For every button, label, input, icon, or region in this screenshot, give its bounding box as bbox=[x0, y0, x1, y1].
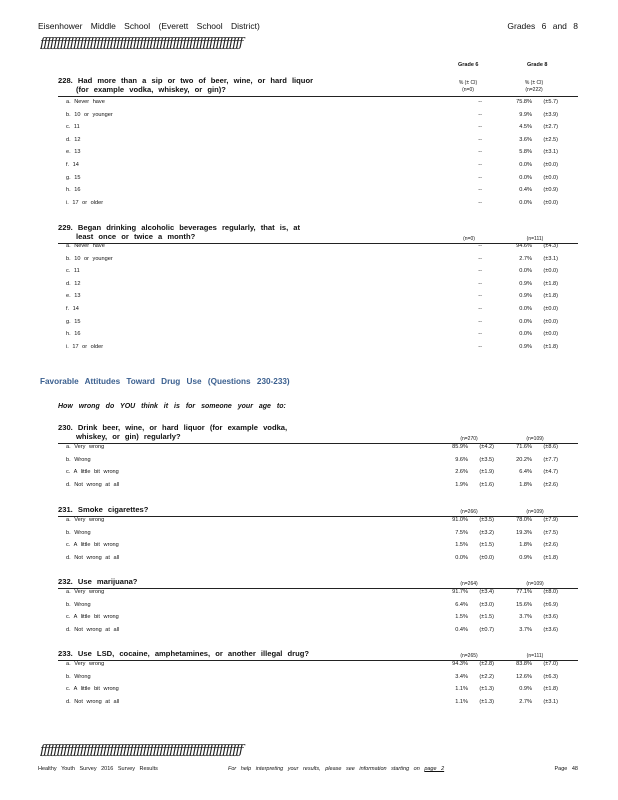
grade8-percent: 1.8% bbox=[519, 481, 532, 488]
row-label: f. 14 bbox=[66, 306, 79, 312]
footer-survey-name: Healthy Youth Survey 2016 Survey Results bbox=[38, 766, 158, 772]
grade8-ci: (±2.6) bbox=[543, 481, 558, 488]
table-row bbox=[66, 589, 566, 600]
row-label: b. Wrong bbox=[66, 673, 91, 680]
table-row bbox=[66, 306, 566, 317]
question-229-grade8-n: (n=111) bbox=[526, 236, 544, 242]
row-label: d. Not wrong at all bbox=[66, 481, 120, 488]
table-row bbox=[66, 200, 566, 211]
grade8-ci: (±0.9) bbox=[543, 187, 558, 194]
table-row bbox=[66, 661, 566, 672]
row-label: d. 12 bbox=[66, 136, 81, 143]
row-label: c. 11 bbox=[66, 268, 80, 275]
grade6-percent: -- bbox=[478, 136, 482, 143]
grade6-ci: (±1.6) bbox=[479, 481, 494, 488]
grade8-percent: 3.7% bbox=[519, 626, 532, 633]
grade6-percent: -- bbox=[478, 199, 482, 206]
grade8-percent: 0.0% bbox=[519, 174, 532, 181]
grade8-percent: 20.2% bbox=[516, 456, 532, 463]
row-label: a. Very wrong bbox=[66, 444, 105, 450]
grade6-n-label: (n=0) bbox=[462, 87, 474, 93]
footer-page-number: Page 48 bbox=[554, 766, 578, 772]
table-row bbox=[66, 319, 566, 330]
grade8-ci: (±0.0) bbox=[543, 318, 558, 325]
grade8-percent: 0.0% bbox=[519, 306, 532, 312]
question-230-line2: whiskey, or gin) regularly? bbox=[76, 431, 181, 441]
grade8-ci: (±2.5) bbox=[543, 136, 558, 143]
grade8-ci: (±2.7) bbox=[543, 124, 558, 131]
question-231-line1: 231. Smoke cigarettes? bbox=[58, 505, 149, 514]
question-230-line1: 230. Drink beer, wine, or hard liquor (for example vodka, bbox=[58, 423, 288, 432]
row-label: b. Wrong bbox=[66, 601, 91, 608]
document-header-title: Eisenhower Middle School (Everett School District) bbox=[38, 21, 260, 31]
grade8-percent: 15.6% bbox=[516, 601, 532, 608]
table-row bbox=[66, 187, 566, 198]
question-229 bbox=[58, 224, 300, 241]
grade6-percent: 2.6% bbox=[455, 469, 468, 476]
table-row bbox=[66, 331, 566, 342]
grade8-percent: 19.3% bbox=[516, 529, 532, 536]
row-label: b. 10 or younger bbox=[66, 111, 113, 118]
grade6-ci: (±2.2) bbox=[479, 673, 494, 680]
table-row bbox=[66, 457, 566, 468]
row-label: b. Wrong bbox=[66, 456, 91, 463]
grade8-ci: (±8.0) bbox=[543, 589, 558, 595]
grade6-percent: 0.0% bbox=[455, 554, 468, 561]
row-label: d. 12 bbox=[66, 280, 81, 287]
grade8-percent: 71.6% bbox=[516, 444, 532, 450]
grade8-percent: 0.4% bbox=[519, 187, 532, 194]
grade6-percent: 3.4% bbox=[455, 673, 468, 680]
grade6-percent: -- bbox=[478, 306, 482, 312]
table-row bbox=[66, 124, 566, 135]
grade8-percent: 0.9% bbox=[519, 343, 532, 350]
grade6-percent: 1.9% bbox=[455, 481, 468, 488]
grade8-percent: 1.8% bbox=[519, 542, 532, 549]
grade8-percent: 0.9% bbox=[519, 293, 532, 300]
grade8-ci: (±3.1) bbox=[543, 255, 558, 262]
grade6-percent: -- bbox=[478, 124, 482, 131]
grade8-percent: 9.9% bbox=[519, 111, 532, 118]
question-231-grade6-n: (n=266) bbox=[460, 509, 478, 515]
row-label: b. 10 or younger bbox=[66, 255, 113, 262]
row-label: c. A little bit wrong bbox=[66, 614, 119, 621]
row-label: e. 13 bbox=[66, 149, 81, 156]
grade8-pct-ci-label: % (± CI) bbox=[524, 80, 544, 86]
grade6-percent: -- bbox=[478, 174, 482, 181]
grade8-ci: (±1.8) bbox=[543, 554, 558, 561]
grade6-percent: 0.4% bbox=[455, 626, 468, 633]
question-228-divider bbox=[58, 96, 578, 97]
grade6-percent: 94.3% bbox=[452, 661, 468, 667]
table-row bbox=[66, 699, 566, 710]
row-label: c. A little bit wrong bbox=[66, 542, 119, 549]
grade8-ci: (±0.0) bbox=[543, 306, 558, 312]
row-label: c. A little bit wrong bbox=[66, 469, 119, 476]
table-row bbox=[66, 99, 566, 110]
question-232-line1: 232. Use marijuana? bbox=[58, 577, 138, 586]
grade6-ci: (±3.4) bbox=[479, 589, 494, 595]
table-row bbox=[66, 530, 566, 541]
table-row bbox=[66, 175, 566, 186]
grade6-ci: (±1.5) bbox=[479, 614, 494, 621]
grade6-percent: 9.6% bbox=[455, 456, 468, 463]
grade6-ci: (±3.2) bbox=[479, 529, 494, 536]
document-header-grades: Grades 6 and 8 bbox=[507, 21, 578, 31]
grade8-ci: (±8.6) bbox=[543, 444, 558, 450]
question-231 bbox=[58, 506, 148, 515]
table-row bbox=[66, 444, 566, 455]
grade8-ci: (±7.9) bbox=[543, 517, 558, 523]
footer-page-link[interactable]: page 2 bbox=[424, 766, 445, 772]
table-row bbox=[66, 482, 566, 493]
grade6-percent: 7.5% bbox=[455, 529, 468, 536]
grade8-percent: 0.9% bbox=[519, 280, 532, 287]
row-label: b. Wrong bbox=[66, 529, 91, 536]
table-row bbox=[66, 256, 566, 267]
grade8-percent: 0.9% bbox=[519, 554, 532, 561]
grade8-ci: (±0.0) bbox=[543, 174, 558, 181]
grade8-percent: 77.1% bbox=[516, 589, 532, 595]
table-row bbox=[66, 344, 566, 355]
grade8-percent: 0.0% bbox=[519, 268, 532, 275]
grade8-ci: (±7.5) bbox=[543, 529, 558, 536]
grade8-column-header: Grade 8 bbox=[527, 62, 548, 68]
grade6-percent: -- bbox=[478, 111, 482, 118]
grade6-percent: 6.4% bbox=[455, 601, 468, 608]
table-row bbox=[66, 112, 566, 123]
grade6-ci: (±3.5) bbox=[479, 456, 494, 463]
grade6-percent: -- bbox=[478, 318, 482, 325]
row-label: e. 13 bbox=[66, 293, 81, 300]
table-row bbox=[66, 281, 566, 292]
question-229-grade6-n: (n=0) bbox=[463, 236, 475, 242]
grade8-percent: 78.0% bbox=[516, 517, 532, 523]
grade8-ci: (±7.7) bbox=[543, 456, 558, 463]
question-230-grade8-n: (n=109) bbox=[526, 436, 544, 442]
grade8-percent: 3.7% bbox=[519, 614, 532, 621]
grade8-ci: (±3.9) bbox=[543, 111, 558, 118]
grade6-ci: (±2.8) bbox=[479, 661, 494, 667]
grade6-percent: -- bbox=[478, 280, 482, 287]
grade8-percent: 3.6% bbox=[519, 136, 532, 143]
question-233 bbox=[58, 650, 309, 659]
grade8-ci: (±6.9) bbox=[543, 601, 558, 608]
grade8-ci: (±5.7) bbox=[543, 99, 558, 105]
table-row bbox=[66, 469, 566, 480]
footer-help-text bbox=[228, 766, 444, 772]
row-label: a. Very wrong bbox=[66, 589, 105, 595]
grade6-column-header: Grade 6 bbox=[458, 62, 479, 68]
question-230 bbox=[58, 424, 287, 441]
table-row bbox=[66, 137, 566, 148]
grade6-percent: -- bbox=[478, 162, 482, 168]
row-label: d. Not wrong at all bbox=[66, 554, 120, 561]
grade8-percent: 0.0% bbox=[519, 318, 532, 325]
grade6-ci: (±1.5) bbox=[479, 542, 494, 549]
table-row bbox=[66, 542, 566, 553]
table-row bbox=[66, 674, 566, 685]
grade6-pct-ci-label: % (± CI) bbox=[458, 80, 478, 86]
grade8-ci: (±0.0) bbox=[543, 199, 558, 206]
grade6-ci: (±0.0) bbox=[479, 554, 494, 561]
table-row bbox=[66, 686, 566, 697]
grade6-percent: -- bbox=[478, 255, 482, 262]
bottom-decorative-rule: ƒƒƒƒƒƒƒƒƒƒƒƒƒƒƒƒƒƒƒƒƒƒƒƒƒƒƒƒƒƒƒƒƒƒƒƒƒƒƒƒƒƒƒƒƒƒƒƒƒƒƒƒƒƒƒƒƒƒƒƒƒ bbox=[40, 743, 243, 758]
table-row bbox=[66, 243, 566, 254]
table-row bbox=[66, 517, 566, 528]
grade8-percent: 4.5% bbox=[519, 124, 532, 131]
row-label: g. 15 bbox=[66, 318, 81, 325]
grade8-ci: (±3.1) bbox=[543, 149, 558, 156]
question-233-grade8-n: (n=111) bbox=[526, 653, 544, 659]
grade6-ci: (±1.3) bbox=[479, 698, 494, 705]
table-row bbox=[66, 162, 566, 173]
grade8-percent: 5.8% bbox=[519, 149, 532, 156]
grade6-subheader bbox=[438, 80, 498, 94]
grade8-ci: (±0.0) bbox=[543, 331, 558, 338]
grade8-ci: (±0.0) bbox=[543, 162, 558, 168]
grade6-ci: (±0.7) bbox=[479, 626, 494, 633]
grade6-ci: (±3.5) bbox=[479, 517, 494, 523]
grade8-percent: 0.9% bbox=[519, 686, 532, 693]
grade8-percent: 0.0% bbox=[519, 331, 532, 338]
grade6-percent: -- bbox=[478, 343, 482, 350]
grade8-percent: 83.8% bbox=[516, 661, 532, 667]
grade6-percent: -- bbox=[478, 149, 482, 156]
grade6-percent: 1.5% bbox=[455, 542, 468, 549]
grade6-ci: (±4.2) bbox=[479, 444, 494, 450]
grade8-percent: 6.4% bbox=[519, 469, 532, 476]
row-label: f. 14 bbox=[66, 162, 79, 168]
grade8-percent: 12.6% bbox=[516, 673, 532, 680]
question-232-grade8-n: (n=109) bbox=[526, 581, 544, 587]
grade8-ci: (±4.7) bbox=[543, 469, 558, 476]
question-232-grade6-n: (n=264) bbox=[460, 581, 478, 587]
grade8-subheader bbox=[504, 80, 564, 94]
grade6-percent: -- bbox=[478, 293, 482, 300]
grade6-percent: 1.1% bbox=[455, 698, 468, 705]
grade8-percent: 0.0% bbox=[519, 199, 532, 206]
grade8-ci: (±3.1) bbox=[543, 698, 558, 705]
row-label: a. Very wrong bbox=[66, 661, 105, 667]
top-decorative-rule: ƒƒƒƒƒƒƒƒƒƒƒƒƒƒƒƒƒƒƒƒƒƒƒƒƒƒƒƒƒƒƒƒƒƒƒƒƒƒƒƒƒƒƒƒƒƒƒƒƒƒƒƒƒƒƒƒƒƒƒƒƒ bbox=[40, 36, 243, 51]
grade6-percent: -- bbox=[478, 243, 482, 249]
grade6-percent: -- bbox=[478, 268, 482, 275]
row-label: i. 17 or older bbox=[66, 199, 104, 206]
row-label: g. 15 bbox=[66, 174, 81, 181]
row-label: a. Very wrong bbox=[66, 517, 105, 523]
question-232 bbox=[58, 578, 137, 587]
row-label: d. Not wrong at all bbox=[66, 626, 120, 633]
table-row bbox=[66, 268, 566, 279]
grade8-ci: (±1.8) bbox=[543, 293, 558, 300]
grade8-ci: (±3.6) bbox=[543, 614, 558, 621]
grade8-ci: (±1.8) bbox=[543, 686, 558, 693]
grade8-ci: (±7.0) bbox=[543, 661, 558, 667]
attitude-prompt: How wrong do YOU think it is for someone your age to: bbox=[58, 403, 286, 410]
table-row bbox=[66, 293, 566, 304]
grade6-ci: (±1.3) bbox=[479, 686, 494, 693]
row-label: a. Never have bbox=[66, 243, 105, 249]
question-228-line2: (for example vodka, whiskey, or gin)? bbox=[76, 84, 226, 94]
grade6-percent: 1.5% bbox=[455, 614, 468, 621]
question-229-line2: least once or twice a month? bbox=[76, 231, 196, 241]
grade6-ci: (±1.9) bbox=[479, 469, 494, 476]
row-label: c. A little bit wrong bbox=[66, 686, 119, 693]
row-label: i. 17 or older bbox=[66, 343, 104, 350]
grade6-percent: -- bbox=[478, 331, 482, 338]
table-row bbox=[66, 555, 566, 566]
grade8-ci: (±1.8) bbox=[543, 280, 558, 287]
grade8-ci: (±4.3) bbox=[543, 243, 558, 249]
question-233-grade6-n: (n=265) bbox=[460, 653, 478, 659]
grade8-ci: (±3.6) bbox=[543, 626, 558, 633]
table-row bbox=[66, 602, 566, 613]
question-229-line1: 229. Began drinking alcoholic beverages regularly, that is, at bbox=[58, 223, 301, 232]
grade6-percent: -- bbox=[478, 187, 482, 194]
question-230-grade6-n: (n=270) bbox=[460, 436, 478, 442]
table-row bbox=[66, 627, 566, 638]
row-label: h. 16 bbox=[66, 331, 81, 338]
grade6-percent: 91.7% bbox=[452, 589, 468, 595]
grade8-ci: (±0.0) bbox=[543, 268, 558, 275]
grade6-percent: -- bbox=[478, 99, 482, 105]
grade6-percent: 85.9% bbox=[452, 444, 468, 450]
grade8-percent: 75.8% bbox=[516, 99, 532, 105]
grade6-percent: 1.1% bbox=[455, 686, 468, 693]
grade8-ci: (±2.6) bbox=[543, 542, 558, 549]
grade8-percent: 0.0% bbox=[519, 162, 532, 168]
grade8-percent: 2.7% bbox=[519, 698, 532, 705]
row-label: a. Never have bbox=[66, 99, 105, 105]
row-label: c. 11 bbox=[66, 124, 80, 131]
question-228 bbox=[58, 77, 313, 94]
footer-help-sentence: For help interpreting your results, please see information starting on bbox=[228, 766, 420, 772]
table-row bbox=[66, 149, 566, 160]
question-233-line1: 233. Use LSD, cocaine, amphetamines, or another illegal drug? bbox=[58, 649, 310, 658]
grade8-ci: (±6.3) bbox=[543, 673, 558, 680]
table-row bbox=[66, 614, 566, 625]
grade6-percent: 91.0% bbox=[452, 517, 468, 523]
question-231-grade8-n: (n=109) bbox=[526, 509, 544, 515]
question-228-line1: 228. Had more than a sip or two of beer, wine, or hard liquor bbox=[58, 76, 314, 85]
row-label: h. 16 bbox=[66, 187, 81, 194]
grade8-n-label: (n=222) bbox=[525, 87, 543, 93]
section-title: Favorable Attitudes Toward Drug Use (Questions 230-233) bbox=[40, 377, 290, 386]
grade8-percent: 94.6% bbox=[516, 243, 532, 249]
grade8-ci: (±1.8) bbox=[543, 343, 558, 350]
grade8-percent: 2.7% bbox=[519, 255, 532, 262]
grade6-ci: (±3.0) bbox=[479, 601, 494, 608]
row-label: d. Not wrong at all bbox=[66, 698, 120, 705]
